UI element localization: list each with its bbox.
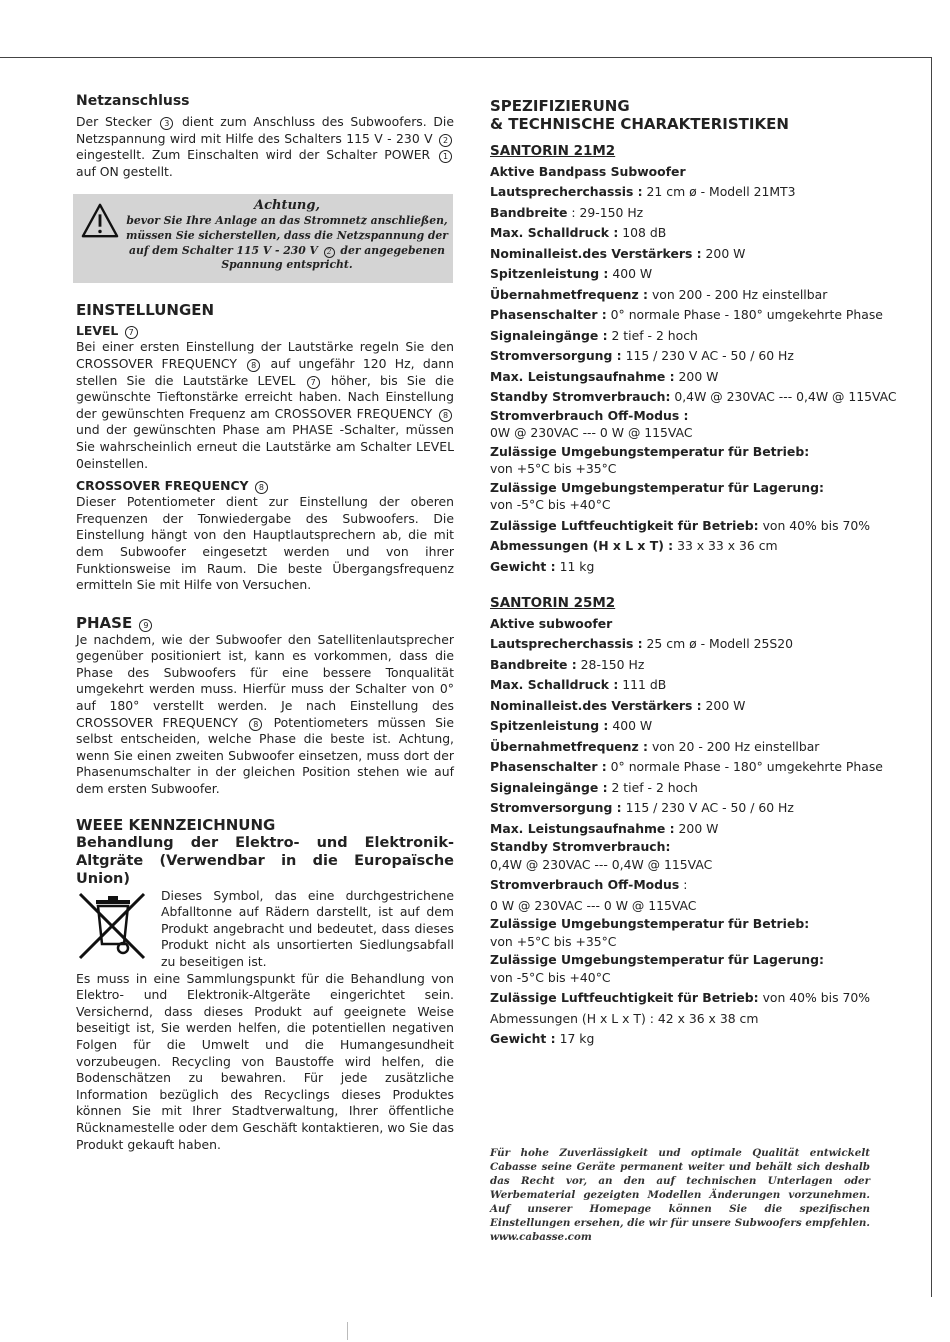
spec-row <box>490 408 890 424</box>
spec-row <box>490 1009 890 1030</box>
spec-value: 400 W <box>608 718 653 733</box>
spec-value: 0° normale Phase - 180° umgekehrte Phase <box>606 307 883 322</box>
spec-row <box>490 952 890 968</box>
spec-row <box>490 716 890 737</box>
right-column <box>490 97 897 1050</box>
spec-label: Zulässige Luftfeuchtigkeit für Betrieb: <box>490 990 759 1005</box>
spec-value: von +5°C bis +35°C <box>490 461 617 476</box>
marker-1: 1 <box>439 150 452 163</box>
spec-title-line1: SPEZIFIZIERUNG <box>490 97 630 115</box>
spec-label: Max. Schalldruck : <box>490 677 619 692</box>
spec-row <box>490 855 890 876</box>
spec-row <box>490 655 890 676</box>
marker-8: 8 <box>439 409 452 422</box>
spec-value: 0W @ 230VAC --- 0 W @ 115VAC <box>490 425 693 440</box>
spec-label: Stromverbrauch Off-Modus <box>490 877 680 892</box>
spec-value: von 20 - 200 Hz einstellbar <box>648 738 820 754</box>
spec-row <box>490 634 890 655</box>
spec-row <box>490 459 890 480</box>
spec-row <box>490 480 890 496</box>
spec-label: Zulässige Umgebungstemperatur für Lagerung: <box>490 479 824 495</box>
spec-label: Standby Stromverbrauch: <box>490 839 671 854</box>
spec-value: 2 tief - 2 hoch <box>607 779 698 795</box>
spec-row <box>490 988 890 1009</box>
model-21m2-subtitle: Aktive Bandpass Subwoofer <box>490 164 686 179</box>
netzanschluss-heading: Netzanschluss <box>76 93 190 109</box>
spec-label: Signaleingänge : <box>490 327 608 343</box>
model-21m2-spec-list <box>490 182 897 577</box>
spec-row <box>490 675 890 696</box>
spec-label: Zulässige Umgebungstemperatur für Lagerung: <box>490 952 824 967</box>
spec-label: Lautsprecherchassis : <box>490 184 643 199</box>
spec-title-line2: & TECHNISCHE CHARAKTERISTIKEN <box>490 115 789 133</box>
spec-label: Stromversorgung : <box>490 348 622 363</box>
spec-row <box>490 536 890 557</box>
spec-label: Max. Schalldruck : <box>490 225 619 240</box>
marker-2: 2 <box>439 134 452 147</box>
spec-value: von -5°C bis +40°C <box>490 969 611 985</box>
weee-recycling-paragraph: Es muss in eine Sammlungspunkt für die Behandlung von Elektro- und Elektronik-Altgeräte eingerichtet sein. Versichernd, dass dieses Produkt auf geeignete Weise beseitigt ist, Sie werden helfen, die potentiellen negativen Folgen für die Umwelt und die Humangesundheit vorzubeugen. Recycling von Baustoffe wird helfen, die Bodenschätzen zu bewahren. Für jede zusätzliche Information bezüglich des Recyclings dieses Produktes können Sie mit Ihrer Stadtverwaltung, Ihrer öffentliche Rücknamestelle oder dem Geschäft kontaktieren, wo Sie das Produkt gekauft haben. <box>76 970 454 1152</box>
spec-value: Abmessungen (H x L x T) : 42 x 36 x 38 cm <box>490 1010 759 1026</box>
model-21m2-heading: SANTORIN 21M2 <box>490 143 616 159</box>
crossover-paragraph: Dieser Potentiometer dient zur Einstellung der oberen Frequenzen der Tonwiedergabe des Subwoofers. Die Einstellung hängt von den Hauptlautsprechern ab, die mit dem Subwoofer eingesetzt werden und von ihrer Funktionsweise im Raum. Die beste Übergangsfrequenz ermitteln Sie mit Hilfe von Versuchen. <box>76 494 454 593</box>
marker-8: 8 <box>255 481 268 494</box>
warning-title: Achtung, <box>254 198 320 214</box>
spec-label: Signaleingänge : <box>490 779 608 795</box>
phase-paragraph: Je nachdem, wie der Subwoofer den Satellitenlautsprecher gegenüber positioniert ist, kann es vorkommen, dass die Phase des Subwoofers für eine bessere Tonqualität umgekehrt werden muss. Hierfür muss der Schalter von 0° auf 180° verstellt werden. Je nach Einstellung des CROSSOVER FREQUENCY 8 Potentiometers müssen Sie selbst entscheiden, welche Phase die beste ist. Achtung, wenn Sie einen zweiten Subwoofer einsetzen, muss dort der Phasenumschalter in der gleichen Position stehen wie auf dem ersten Subwoofer. <box>76 631 454 797</box>
spec-row <box>490 839 890 855</box>
spec-value: : 29-150 Hz <box>567 204 644 220</box>
spec-value: 0,4W @ 230VAC --- 0,4W @ 115VAC <box>670 389 897 404</box>
marker-8: 8 <box>249 718 262 731</box>
marker-8: 8 <box>247 359 260 372</box>
spec-row <box>490 696 890 717</box>
spec-row <box>490 346 890 367</box>
spec-label: Stromverbrauch Off-Modus : <box>490 407 689 423</box>
weee-symbol-block <box>76 888 454 971</box>
spec-row <box>490 423 890 444</box>
spec-value: 0 W @ 230VAC --- 0 W @ 115VAC <box>490 897 697 913</box>
spec-row <box>490 444 890 460</box>
level-paragraph: Bei einer ersten Einstellung der Lautstärke regeln Sie den CROSSOVER FREQUENCY 8 auf ungefähr 120 Hz, dann stellen Sie die Lautstärke LEVEL 7 höher, bis Sie die gewünschte Tieftonstärke erreicht haben. Nach Einstellung der gewünschten Frequenz am CROSSOVER FREQUENCY 8 und der gewünschten Phase am PHASE -Schalter, müssen Sie wahrscheinlich erneut die Lautstärke am Schalter LEVEL 0einstellen. <box>76 339 454 471</box>
spec-label: Übernahmetfrequenz : <box>490 286 648 302</box>
spec-label: Stromversorgung : <box>490 800 622 815</box>
spec-label: Standby Stromverbrauch: <box>490 389 671 404</box>
weee-subheading: Behandlung der Elektro- und Elektronik-Altgräte (Verwendbar in die Europaïsche Union) <box>76 834 454 887</box>
spec-label: Übernahmetfrequenz : <box>490 738 648 754</box>
spec-row <box>490 778 890 799</box>
spec-value: 115 / 230 V AC - 50 / 60 Hz <box>621 800 794 815</box>
spec-value: von 200 - 200 Hz einstellbar <box>648 286 828 302</box>
spec-label: Spitzenleistung : <box>490 266 609 281</box>
spec-value: 11 kg <box>555 558 595 574</box>
spec-value: 0° normale Phase - 180° umgekehrte Phase <box>606 759 883 774</box>
spec-value: : <box>679 877 688 892</box>
spec-row <box>490 264 890 285</box>
page-frame-right-line <box>931 57 932 1297</box>
spec-row <box>490 819 890 840</box>
spec-value: 2 tief - 2 hoch <box>607 327 698 343</box>
spec-row <box>490 326 890 347</box>
spec-row <box>490 968 890 989</box>
spec-value: von 40% bis 70% <box>758 990 871 1005</box>
spec-value: 200 W <box>701 245 746 261</box>
spec-value: 111 dB <box>618 677 667 692</box>
spec-label: Zulässige Luftfeuchtigkeit für Betrieb: <box>490 517 759 533</box>
model-25m2-subtitle: Aktive subwoofer <box>490 616 613 631</box>
spec-value: 17 kg <box>555 1031 595 1046</box>
spec-row <box>490 896 890 917</box>
spec-row <box>490 875 890 896</box>
spec-value: 200 W <box>674 368 719 384</box>
spec-row <box>490 798 890 819</box>
spec-value: 108 dB <box>618 225 667 240</box>
spec-value: von +5°C bis +35°C <box>490 933 617 949</box>
phase-heading: PHASE 9 <box>76 614 454 632</box>
warning-triangle-icon <box>81 202 119 240</box>
netzanschluss-paragraph: Der Stecker 3 dient zum Anschluss des Subwoofers. Die Netzspannung wird mit Hilfe des Schalters 115 V - 230 V 2 eingestellt. Zum Einschalten wird der Schalter POWER 1 auf ON gestellt. <box>76 114 454 179</box>
spec-label: Zulässige Umgebungstemperatur für Betrieb: <box>490 443 810 459</box>
spec-row <box>490 737 890 758</box>
crossed-out-bin-icon <box>76 892 148 960</box>
spec-label: Bandbreite <box>490 204 568 220</box>
weee-heading: WEEE KENNZEICHNUNG <box>76 815 276 834</box>
spec-label: Abmessungen (H x L x T) : <box>490 538 674 553</box>
spec-value: 0,4W @ 230VAC --- 0,4W @ 115VAC <box>490 856 713 872</box>
spec-label: Nominalleist.des Verstärkers : <box>490 697 702 713</box>
spec-row <box>490 285 890 306</box>
spec-value: 33 x 33 x 36 cm <box>673 538 778 553</box>
spec-row <box>490 367 890 388</box>
spec-row <box>490 244 890 265</box>
spec-label: Gewicht : <box>490 558 556 574</box>
spec-row <box>490 223 890 244</box>
spec-label: Max. Leistungsaufnahme : <box>490 368 675 384</box>
spec-value: 115 / 230 V AC - 50 / 60 Hz <box>621 348 794 363</box>
spec-row <box>490 305 890 326</box>
spec-value: 21 cm ø - Modell 21MT3 <box>642 184 796 199</box>
spec-label: Nominalleist.des Verstärkers : <box>490 245 702 261</box>
spec-row <box>490 757 890 778</box>
spec-row <box>490 495 890 516</box>
spec-label: Lautsprecherchassis : <box>490 636 643 651</box>
spec-row <box>490 516 890 537</box>
spec-label: Bandbreite : <box>490 656 577 672</box>
spec-label: Spitzenleistung : <box>490 718 609 733</box>
level-subheading: LEVEL 7 <box>76 323 454 339</box>
model-25m2-spec-list <box>490 634 890 1050</box>
marker-3: 3 <box>160 117 173 130</box>
spec-value: 200 W <box>701 697 746 713</box>
spec-label: Phasenschalter : <box>490 759 607 774</box>
spec-row <box>490 557 890 578</box>
spec-row <box>490 203 890 224</box>
weee-symbol-paragraph: Dieses Symbol, das eine durchgestrichene Abfalltonne auf Rädern darstellt, ist auf dem Produkt angebracht und bedeutet, dass dieses Produkt nicht als unsortierten Siedlungsabfall zu beseitigen ist. <box>161 887 454 969</box>
spec-row <box>490 387 897 408</box>
marker-9: 9 <box>139 619 152 632</box>
warning-box <box>73 194 453 283</box>
spec-label: Gewicht : <box>490 1031 556 1046</box>
page-frame-top-line <box>0 57 932 58</box>
spec-value: von 40% bis 70% <box>758 517 871 533</box>
warning-text: Achtung, bevor Sie Ihre Anlage an das Stromnetz anschließen, müssen Sie sicherstellen, dass die Netzspannung der auf dem Schalter 115 V - 230 V 2 der angegebenen Spannung entspricht. <box>125 198 448 272</box>
spec-value: 28-150 Hz <box>576 656 645 672</box>
left-column <box>76 92 454 1153</box>
spec-row <box>490 932 890 953</box>
spec-label: Max. Leistungsaufnahme : <box>490 820 675 836</box>
page-tick-mark <box>347 1322 348 1340</box>
model-25m2-heading: SANTORIN 25M2 <box>490 595 616 611</box>
einstellungen-heading: EINSTELLUNGEN <box>76 301 215 320</box>
spec-label: Zulässige Umgebungstemperatur für Betrieb: <box>490 916 810 931</box>
spec-value: 200 W <box>674 820 719 836</box>
marker-2: 2 <box>324 247 335 258</box>
spec-row <box>490 182 890 203</box>
marker-7: 7 <box>307 376 320 389</box>
marker-7: 7 <box>125 326 138 339</box>
spec-value: von -5°C bis +40°C <box>490 497 611 512</box>
spec-row <box>490 916 890 932</box>
spec-label: Phasenschalter : <box>490 307 607 322</box>
spec-value: 25 cm ø - Modell 25S20 <box>642 636 793 651</box>
spec-row <box>490 1029 890 1050</box>
footer-note: Für hohe Zuverlässigkeit und optimale Qualität entwickelt Cabasse seine Geräte permanent weiter und behält sich deshalb das Recht vor, an den auf technischen Unterlagen oder Werbematerial gezeigten Modellen Änderungen vorzunehmen. Auf unserer Homepage können Sie die spezifischen Einstellungen ersehen, die wir für unsere Subwoofers empfehlen. www.cabasse.com <box>490 1147 870 1243</box>
spec-value: 400 W <box>608 266 653 281</box>
crossover-subheading: CROSSOVER FREQUENCY 8 <box>76 478 454 494</box>
